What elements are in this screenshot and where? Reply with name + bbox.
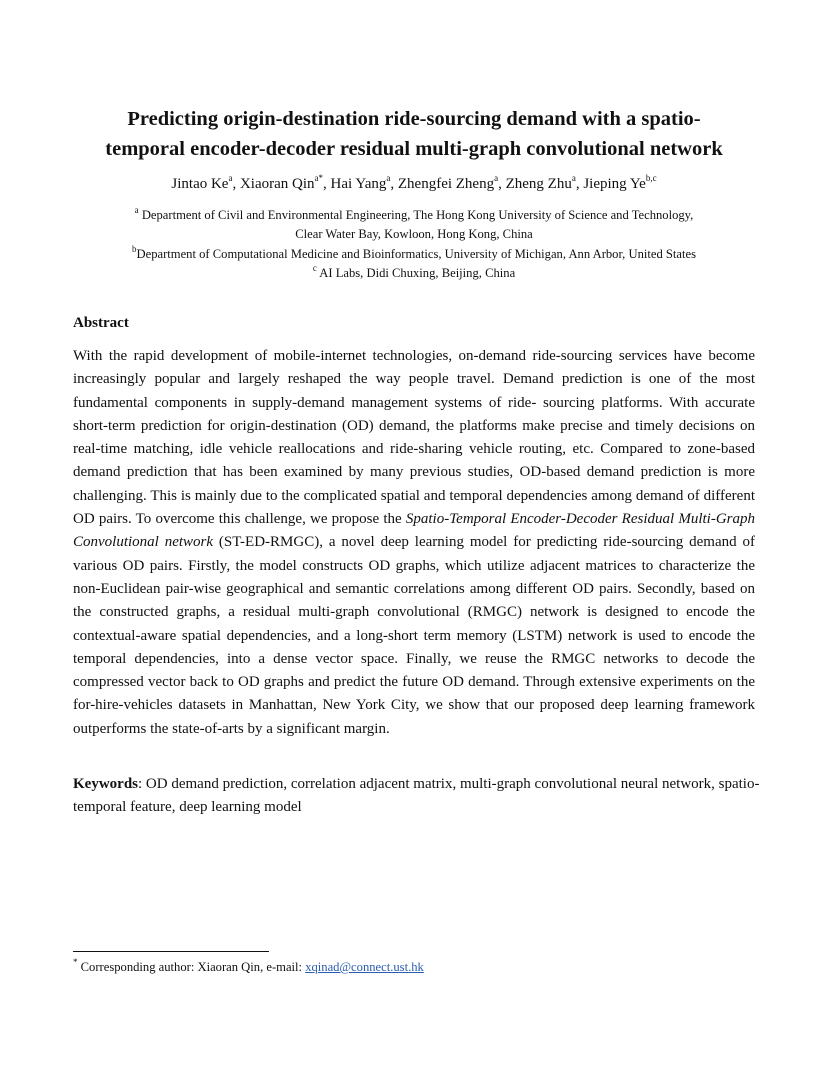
email-link[interactable]: xqinad@connect.ust.hk [305, 960, 424, 974]
model-name: Spatio-Temporal Encoder-Decoder Residual Multi-Graph Convolutional network [73, 511, 755, 551]
affiliation-b: $^b$Department of Computational Medicine and Bioinformatics, University of Michigan, Ann Arbor, United States [132, 243, 696, 261]
author: Zheng Zhu$^a$, [505, 173, 584, 192]
abstract-heading: Abstract [73, 315, 129, 331]
author: Zhengfei Zheng$^a$, [397, 173, 506, 192]
abstract-body: With the rapid development of mobile-internet technologies, on-demand ride-sourcing services have become increasingly popular and largely reshaped the way people travel. Demand prediction is one of the most fundamental components in supply-demand management systems of ride- sourcing platforms. With accurate short-term prediction for origin-destination (OD) demand, the platforms make precise and timely decisions on real-time matching, idle vehicle reallocations and ride-sharing vehicle routing, etc. Compared to zone-based demand prediction that has been examined by many previous studies, OD-based demand prediction is more challenging. This is mainly due to the complicated spatial and temporal dependencies among demand of different OD pairs. To overcome this challenge, we propose the Spatio-Temporal Encoder-Decoder Residual Multi-Graph Convolutional network (ST-ED-RMGC), a novel deep learning model for predicting ride-sourcing demand of various OD pairs. Firstly, the model constructs OD graphs, which utilize adjacent matrices to characterize the non-Euclidean pair-wise geographical and semantic correlations among different OD pairs. Secondly, based on the constructed graphs, a residual multi-graph convolutional (RMGC) network is designed to encode the contextual-aware spatial dependencies, and a long-short term memory (LSTM) network is used to encode the temporal dependencies, into a dense vector space. Finally, we reuse the RMGC networks to decode the compressed vector back to OD graphs and predict the future OD demand. Through extensive experiments on the for-hire-vehicles datasets in Manhattan, New York City, we show that our proposed deep learning framework outperforms the state-of-arts by a significant margin. [73, 348, 755, 737]
title-line-1: Predicting origin-destination ride-sourcing demand with a spatio- [127, 108, 701, 130]
author: Jintao Ke$^a$, [171, 173, 240, 192]
footnote: * Corresponding author: Xiaoran Qin, e-mail: xqinad@connect.ust.hk [73, 956, 424, 974]
keywords: Keywords: OD demand prediction, correlation adjacent matrix, multi-graph convolutional neural network, spatio-temporal feature, deep learning model [73, 776, 760, 816]
footnote-divider [73, 951, 269, 952]
author: Jieping Ye$^{b,c}$ [583, 173, 657, 192]
author-list [40, 174, 788, 194]
keywords-label: Keywords [73, 776, 138, 792]
affiliation-c: $^c$ AI Labs, Didi Chuxing, Beijing, China [312, 262, 516, 280]
title-line-2: temporal encoder-decoder residual multi-graph convolutional network [105, 138, 723, 160]
affiliation-a: $^a$ Department of Civil and Environmental Engineering, The Hong Kong University of Science and Technology, Clear Water Bay, Kowloon, Hong Kong, China [134, 204, 694, 241]
paper-title [40, 104, 788, 164]
author: Hai Yang$^a$, [330, 173, 398, 192]
author: Xiaoran Qin$^{a*}$, [239, 173, 331, 192]
